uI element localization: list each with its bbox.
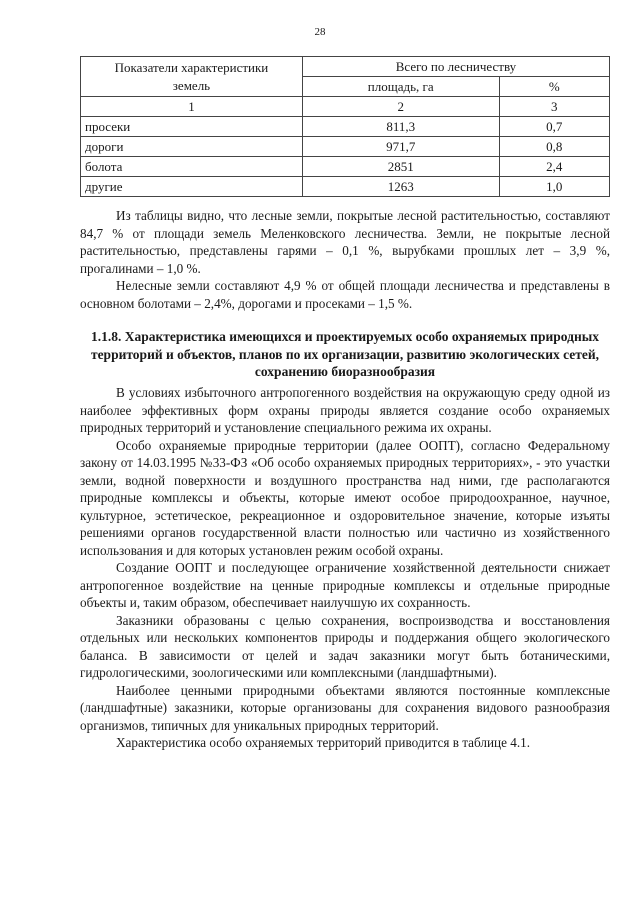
section-heading: 1.1.8. Характеристика имеющихся и проектируемых особо охраняемых природных территорий и объектов, планов по их организации, развитию экологических сетей, сохранению биоразнообразия (90, 329, 600, 379)
row-name: другие (81, 177, 303, 197)
header-indicators-line2: земель (172, 77, 211, 93)
paragraph: Наиболее ценными природными объектами являются постоянные комплексные (ландшафтные) заказники, которые организованы для сохранения видового разнообразия организмов, типичных для уникальных природных территорий. (80, 682, 610, 733)
row-percent: 2,4 (499, 157, 609, 177)
header-indicators (81, 57, 303, 97)
header-indicators-line1: Показатели характеристики (114, 59, 269, 75)
row-percent: 0,8 (499, 137, 609, 157)
table-row (81, 157, 610, 177)
col-number: 3 (499, 97, 609, 117)
row-name: просеки (81, 117, 303, 137)
table-header-row (81, 57, 610, 77)
paragraph: Заказники образованы с целью сохранения, воспроизводства и восстановления отдельных или нескольких компонентов природы и поддержания общего экологического баланса. В зависимости от целей и задач заказники могут быть ботаническими, гидрологическими, зоологическими или комплексными (ландшафтными). (80, 612, 610, 680)
page-number: 28 (314, 26, 326, 38)
row-area: 2851 (302, 157, 499, 177)
header-area: площадь, га (302, 77, 499, 97)
paragraph: Особо охраняемые природные территории (далее ООПТ), согласно Федеральному закону от 14.03.1995 №33-ФЗ «Об особо охраняемых природных территориях», - это участки земли, водной поверхности и воздушного пространства над ними, где располагаются природные комплексы и объекты, которые имеют особое природоохранное, научное, культурное, эстетическое, рекреационное и оздоровительное значение, которые изъяты решениями органов государственной власти полностью или частично из хозяйственного использования и для которых установлен режим особой охраны. (80, 437, 610, 558)
header-percent: % (499, 77, 609, 97)
paragraph: В условиях избыточного антропогенного воздействия на окружающую среду одной из наиболее эффективных форм охраны природы является создание особо охраняемых природных территорий и установление специального режима их охраны. (80, 385, 610, 435)
paragraph: Создание ООПТ и последующее ограничение хозяйственной деятельности снижает антропогенное воздействие на ценные природные комплексы и отдельные природные объекты и, таким образом, обеспечивает наилучшую их сохранность. (80, 560, 610, 610)
header-total-group: Всего по лесничеству (302, 57, 609, 77)
land-characteristics-table (80, 56, 610, 197)
row-name: дороги (81, 137, 303, 157)
row-percent: 0,7 (499, 117, 609, 137)
row-name: болота (81, 157, 303, 177)
paragraph: Из таблицы видно, что лесные земли, покрытые лесной растительностью, составляют 84,7 % от площади земель Меленковского лесничества. Земли, не покрытые лесной растительностью, представлены гарями – 0,1 %, вырубками прошлых лет – 3,9 %, прогалинами – 1,0 %. (80, 208, 610, 276)
col-number: 2 (302, 97, 499, 117)
paragraph: Характеристика особо охраняемых территорий приводится в таблице 4.1. (116, 735, 531, 750)
text-block-bottom (80, 384, 610, 752)
paragraph: Нелесные земли составляют 4,9 % от общей площади лесничества и представлены в основном болотами – 2,4%, дорогами и просеками – 1,5 %. (80, 278, 610, 311)
row-area: 1263 (302, 177, 499, 197)
row-area: 811,3 (302, 117, 499, 137)
table-row (81, 117, 610, 137)
text-block-top (80, 207, 610, 312)
table-row (81, 177, 610, 197)
table-row (81, 137, 610, 157)
table-numbering-row (81, 97, 610, 117)
row-percent: 1,0 (499, 177, 609, 197)
col-number: 1 (81, 97, 303, 117)
row-area: 971,7 (302, 137, 499, 157)
